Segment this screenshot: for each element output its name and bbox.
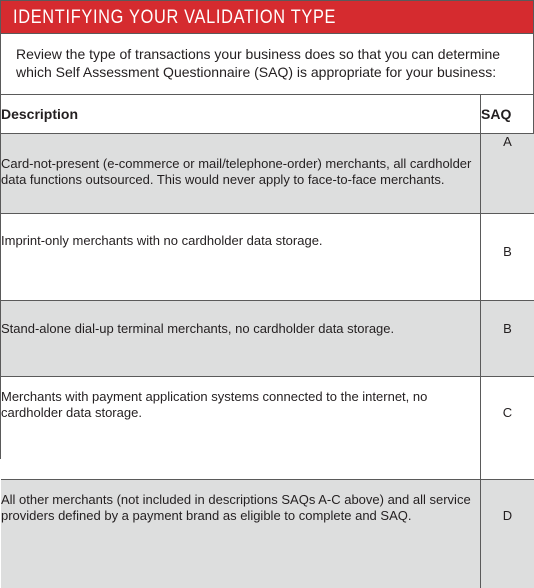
row-description: Imprint-only merchants with no cardholder data storage. xyxy=(1,214,481,301)
intro-text: Review the type of transactions your business does so that you can determine which Self Assessment Questionnaire (SAQ) is appropriate for your business: xyxy=(16,45,528,81)
table-header-row xyxy=(1,95,534,134)
row-description: Merchants with payment application systems connected to the internet, no cardholder data storage. xyxy=(1,377,481,480)
row-description: All other merchants (not included in descriptions SAQs A-C above) and all service providers defined by a payment brand as eligible to complete and SAQ. xyxy=(1,480,481,588)
table-row xyxy=(1,480,534,588)
page-title: IDENTIFYING YOUR VALIDATION TYPE xyxy=(13,7,336,29)
row-description: Card-not-present (e-commerce or mail/telephone-order) merchants, all cardholder data functions outsourced. This would never apply to face-to-face merchants. xyxy=(1,134,481,214)
row-saq-type: B xyxy=(481,301,534,377)
row-saq-type: A xyxy=(481,134,534,214)
table-row xyxy=(1,377,534,480)
header-bar xyxy=(1,1,533,34)
table-row xyxy=(1,301,534,377)
row-saq-type: B xyxy=(481,214,534,301)
table-row xyxy=(1,214,534,301)
saq-table xyxy=(1,94,534,588)
row-saq-type: D xyxy=(481,480,534,588)
row-saq-type: C xyxy=(481,377,534,480)
table-row xyxy=(1,134,534,214)
row-description: Stand-alone dial-up terminal merchants, no cardholder data storage. xyxy=(1,301,481,377)
column-header-description: Description xyxy=(1,95,481,134)
column-header-saq: SAQ xyxy=(481,95,534,134)
